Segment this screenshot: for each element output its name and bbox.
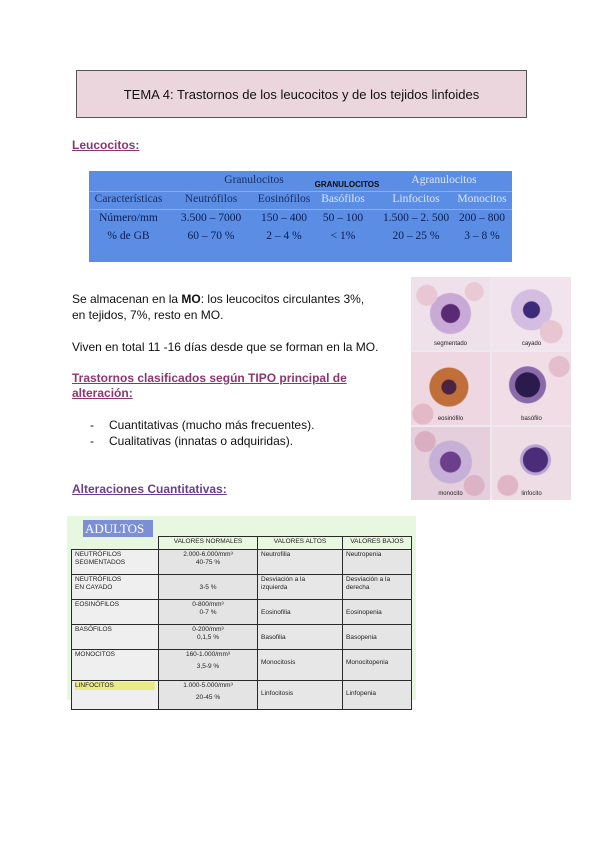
row-normal-line2: 3-5 % bbox=[199, 584, 217, 591]
paragraph-almacenamiento bbox=[72, 291, 402, 323]
row-alto-line1 bbox=[261, 601, 339, 609]
row-alto-line2: Linfocitosis bbox=[261, 690, 294, 697]
row-alto bbox=[258, 550, 343, 575]
row-normal-line2: 0-7 % bbox=[199, 609, 217, 616]
row-name-line2: SEGMENTADOS bbox=[75, 559, 126, 566]
row-normal-line1: 2.000-6.000/mm³ bbox=[183, 551, 233, 558]
cell-value: 200 – 800 bbox=[459, 212, 505, 224]
photo-label: basófilo bbox=[521, 416, 542, 422]
row-alto-line2: Monocitosis bbox=[261, 659, 296, 666]
row-normal bbox=[159, 650, 258, 681]
row-bajo-line2: Basopenia bbox=[346, 634, 377, 641]
row-name-line1: NEUTRÓFILOS bbox=[75, 576, 122, 583]
photo-label: linfocito bbox=[521, 491, 542, 497]
leucocyte-table-row-numero bbox=[89, 212, 512, 229]
row-bajo-line1: Desviación a la bbox=[346, 576, 391, 583]
table-row bbox=[72, 550, 412, 575]
cell-label: Número/mm bbox=[99, 212, 158, 224]
row-name bbox=[72, 650, 159, 681]
row-name-line1: MONOCITOS bbox=[75, 651, 115, 658]
row-normal bbox=[159, 625, 258, 650]
cell-value: 50 – 100 bbox=[322, 212, 364, 224]
group-granulocitos: Granulocitos bbox=[224, 174, 284, 186]
page-title bbox=[76, 70, 527, 118]
row-alto bbox=[258, 650, 343, 681]
row-alto bbox=[258, 575, 343, 600]
header-neutrofilos: Neutrófilos bbox=[184, 193, 238, 205]
photo-label: cayado bbox=[521, 341, 542, 347]
row-bajo-line1 bbox=[346, 601, 408, 609]
row-name-line1: LINFOCITOS bbox=[75, 682, 155, 690]
bullet-list bbox=[90, 417, 314, 449]
row-bajo bbox=[343, 650, 412, 681]
para-text: : los leucocitos circulantes 3%, bbox=[200, 292, 365, 306]
paragraph-vida: Viven en total 11 -16 días desde que se forman en la MO. bbox=[72, 340, 379, 354]
row-bajo-line2: Linfopenia bbox=[346, 690, 376, 697]
table-row bbox=[72, 625, 412, 650]
photo-label: eosinófilo bbox=[437, 416, 464, 422]
row-name bbox=[72, 550, 159, 575]
cell-value: 3 – 8 % bbox=[464, 230, 500, 242]
row-normal-line1: 160-1.000/mm³ bbox=[185, 651, 231, 658]
header-eosinofilos: Eosinófilos bbox=[257, 193, 311, 205]
list-item: - Cuantitativas (mucho más frecuentes). bbox=[90, 418, 315, 432]
row-alto-line2: Eosinofilia bbox=[261, 609, 291, 616]
header-linfocitos: Linfocitos bbox=[392, 193, 440, 205]
section-heading-trastornos bbox=[72, 371, 347, 401]
adult-header-row bbox=[72, 537, 412, 550]
photo-tile-segmentado bbox=[411, 277, 490, 350]
row-name-line1: NEUTRÓFILOS bbox=[75, 551, 122, 558]
cell-value: 2 – 4 % bbox=[266, 230, 302, 242]
row-bajo-line1 bbox=[346, 682, 408, 690]
cell-value: 3.500 – 7000 bbox=[180, 212, 242, 224]
section-heading-leucocitos: Leucocitos: bbox=[72, 138, 140, 152]
row-normal-line1: 1.000-5.000/mm³ bbox=[183, 682, 233, 689]
row-bajo-line1: Neutropenia bbox=[346, 551, 382, 558]
row-bajo bbox=[343, 575, 412, 600]
page-title-text: TEMA 4: Trastornos de los leucocitos y de los tejidos linfoides bbox=[123, 86, 480, 102]
row-bajo-line1 bbox=[346, 651, 408, 659]
adultos-label: ADULTOS bbox=[83, 520, 153, 538]
leucocyte-table bbox=[89, 171, 512, 262]
photo-tile-linfocito bbox=[492, 427, 571, 500]
table-row bbox=[72, 650, 412, 681]
leucocyte-table-row-porcentaje bbox=[89, 230, 512, 247]
photo-tile-basofilo bbox=[492, 352, 571, 425]
leucocyte-table-header-row bbox=[89, 193, 512, 210]
table-row bbox=[72, 600, 412, 625]
section-heading-cuantitativas: Alteraciones Cuantitativas: bbox=[72, 482, 227, 496]
row-name-line1: EOSINÓFILOS bbox=[75, 601, 120, 608]
heading-line: Trastornos clasificados según TIPO principal de bbox=[72, 371, 347, 385]
photo-label: monocito bbox=[438, 491, 463, 497]
group-agranulocitos: Agranulocitos bbox=[411, 174, 477, 186]
row-name bbox=[72, 575, 159, 600]
adult-values-table bbox=[67, 516, 416, 700]
blood-cell-photo bbox=[411, 277, 571, 499]
adult-grid bbox=[71, 536, 412, 710]
group-granulocitos-tag: GRANULOCITOS bbox=[314, 180, 380, 189]
table-divider bbox=[89, 209, 512, 210]
header-basofilos: Basófilos bbox=[321, 193, 365, 205]
row-bajo-line1 bbox=[346, 626, 408, 634]
row-normal-line2: 3,5-9 % bbox=[196, 663, 220, 670]
cell-value: 150 – 400 bbox=[261, 212, 307, 224]
header-monocitos: Monocitos bbox=[457, 193, 507, 205]
row-normal-line2: 40-75 % bbox=[195, 559, 221, 566]
row-normal-line1: 0-800/mm³ bbox=[192, 601, 224, 608]
row-bajo-line2: Monocitopenia bbox=[346, 659, 389, 666]
row-normal-line2: 20-45 % bbox=[195, 694, 221, 701]
row-bajo bbox=[343, 681, 412, 710]
cell-value: 20 – 25 % bbox=[392, 230, 440, 242]
row-alto bbox=[258, 625, 343, 650]
row-normal bbox=[159, 575, 258, 600]
table-divider bbox=[89, 191, 512, 192]
row-bajo bbox=[343, 550, 412, 575]
header-valores-altos: VALORES ALTOS bbox=[258, 537, 343, 550]
row-name-line2: EN CAYADO bbox=[75, 584, 113, 591]
cell-value: < 1% bbox=[330, 230, 356, 242]
row-normal-line2: 0,1,5 % bbox=[196, 634, 220, 641]
row-alto-line2: izquierda bbox=[261, 584, 288, 591]
row-alto bbox=[258, 600, 343, 625]
table-row bbox=[72, 681, 412, 710]
para-bold-mo: MO bbox=[181, 292, 201, 306]
cell-label: % de GB bbox=[107, 230, 150, 242]
list-item: - Cualitativas (innatas o adquiridas). bbox=[90, 434, 294, 448]
photo-tile-eosinofilo bbox=[411, 352, 490, 425]
row-name bbox=[72, 625, 159, 650]
row-bajo-line2: Eosinopenia bbox=[346, 609, 382, 616]
photo-label: segmentado bbox=[433, 341, 468, 347]
row-normal-line1 bbox=[162, 576, 254, 584]
para-text: en tejidos, 7%, resto en MO. bbox=[72, 308, 224, 322]
para-text: Se almacenan en la bbox=[72, 292, 182, 306]
heading-line: alteración: bbox=[72, 386, 133, 400]
row-bajo-line2: derecha bbox=[346, 584, 370, 591]
row-alto-line2: Basofilia bbox=[261, 634, 286, 641]
photo-tile-monocito bbox=[411, 427, 490, 500]
row-alto-line1 bbox=[261, 682, 339, 690]
row-name bbox=[72, 600, 159, 625]
row-name bbox=[72, 681, 159, 710]
cell-value: 60 – 70 % bbox=[187, 230, 235, 242]
table-row bbox=[72, 575, 412, 600]
header-caracteristicas: Características bbox=[94, 193, 163, 205]
row-bajo bbox=[343, 625, 412, 650]
row-alto bbox=[258, 681, 343, 710]
cell-value: 1.500 – 2. 500 bbox=[382, 212, 450, 224]
row-normal bbox=[159, 681, 258, 710]
row-normal bbox=[159, 600, 258, 625]
header-empty bbox=[72, 537, 159, 550]
row-bajo bbox=[343, 600, 412, 625]
header-valores-bajos: VALORES BAJOS bbox=[343, 537, 412, 550]
row-alto-line1: Desviación a la bbox=[261, 576, 306, 583]
row-alto-line1: Neutrofilia bbox=[261, 551, 291, 558]
header-valores-normales: VALORES NORMALES bbox=[159, 537, 258, 550]
row-alto-line1 bbox=[261, 651, 339, 659]
row-normal bbox=[159, 550, 258, 575]
row-name-line1: BASÓFILOS bbox=[75, 626, 112, 633]
leucocyte-table-group-row bbox=[89, 174, 512, 191]
row-alto-line1 bbox=[261, 626, 339, 634]
row-normal-line1: 0-200/mm³ bbox=[192, 626, 224, 633]
photo-tile-cayado bbox=[492, 277, 571, 350]
